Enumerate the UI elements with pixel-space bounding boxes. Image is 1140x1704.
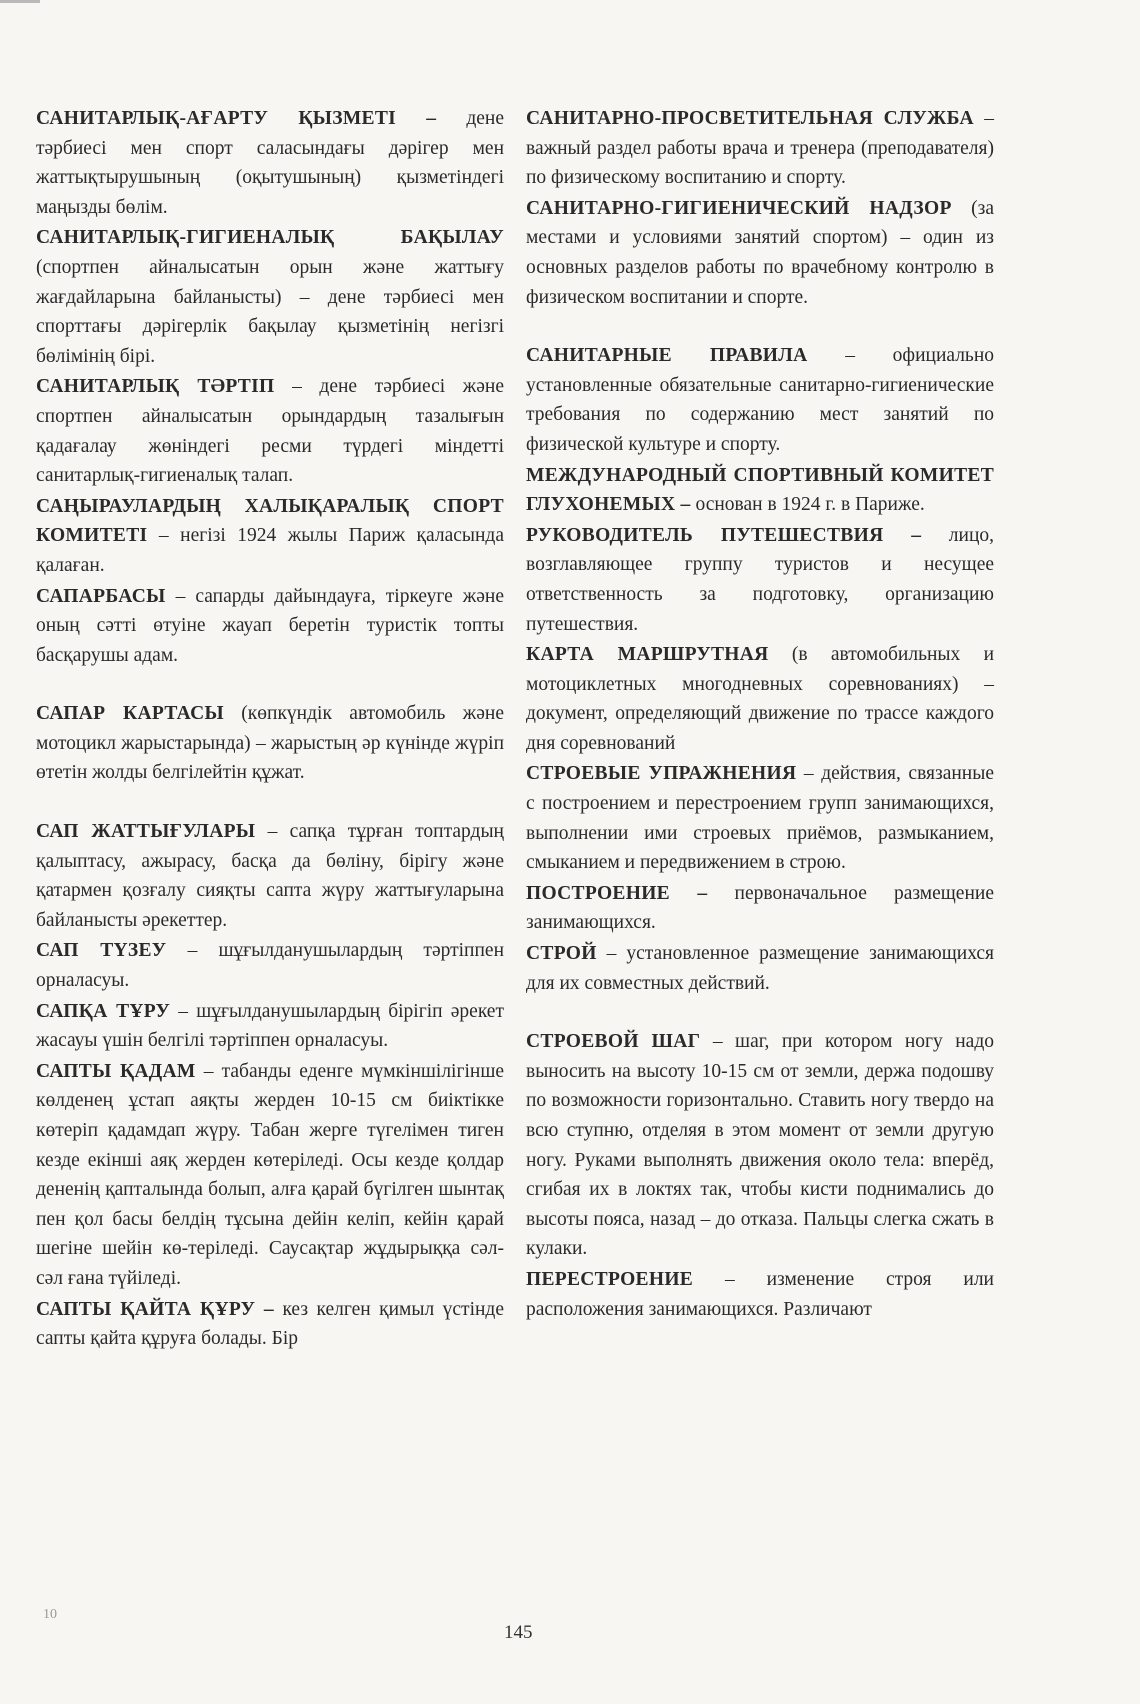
entry-term: САПТЫ ҚАДАМ: [36, 1060, 196, 1082]
entry-term: ПЕРЕСТРОЕНИЕ: [526, 1268, 694, 1290]
right-column: [526, 104, 994, 1324]
glossary-entry: [36, 936, 504, 995]
glossary-entry: [36, 997, 504, 1056]
entry-term: САПАР КАРТАСЫ: [36, 703, 224, 725]
entry-term: САҢЫРАУЛАРДЫҢ ХАЛЫҚАРАЛЫҚ СПОРТ КОМИТЕТІ: [36, 495, 504, 547]
entry-definition: – изменение строя или расположения занимающихся. Различают: [526, 1268, 994, 1320]
entry-definition: – сапарды дайындауға, тіркеуге және оның сәтті өтуіне жауап беретін туристік топты басқарушы адам.: [36, 585, 505, 666]
entry-definition: – шұғылданушылардың тәртіппен орналасуы.: [36, 940, 505, 992]
glossary-entry: [36, 582, 504, 671]
left-column: [36, 104, 504, 1354]
entry-term: САП ТҮЗЕУ: [36, 940, 167, 962]
glossary-entry: [526, 341, 994, 459]
entry-term: САНИТАРЛЫҚ-АҒАРТУ ҚЫЗМЕТІ –: [36, 108, 437, 129]
entry-term: СТРОЙ: [526, 943, 597, 965]
scan-corner-mark: [0, 0, 40, 3]
glossary-entry: [526, 759, 994, 877]
entry-definition: – шұғылданушылардың бірігіп әрекет жасауы үшін белгілі тәртіппен орналасуы.: [36, 1000, 504, 1052]
entry-definition: первоначальное размещение занимающихся.: [526, 882, 994, 934]
glossary-entry: [526, 104, 994, 193]
glossary-entry: [36, 492, 504, 581]
page-number: 145: [504, 1622, 533, 1643]
glossary-entry: [36, 699, 504, 788]
entry-term: САПТЫ ҚАЙТА ҚҰРУ –: [36, 1298, 274, 1320]
entry-definition: (көпкүндік автомобиль және мотоцикл жарыстарында) – жарыстың әр күнінде жүріп өтетін жолды белгілейтін құжат.: [36, 703, 504, 784]
entry-term: САНИТАРНЫЕ ПРАВИЛА: [526, 345, 808, 367]
entry-definition: – сапқа тұрған топтардың қалыптасу, ажырасу, басқа да бөліну, бірігу және қатармен қозғалу сияқты сапта жүру жаттығуларына байланысты әрекеттер.: [36, 821, 504, 931]
glossary-entry: [36, 1057, 504, 1294]
glossary-entry: [526, 879, 994, 938]
entry-term: САПАРБАСЫ: [36, 585, 166, 607]
entry-definition: (за местами и условиями занятий спортом) – один из основных разделов работы по врачебному контролю в физическом воспитании и спорте.: [526, 197, 995, 308]
glossary-entry: [36, 372, 504, 490]
glossary-entry: [526, 1265, 994, 1324]
entry-term: МЕЖДУНАРОДНЫЙ СПОРТИВНЫЙ КОМИТЕТ ГЛУХОНЕМЫХ –: [526, 464, 994, 516]
entry-term: СТРОЕВОЙ ШАГ: [526, 1031, 701, 1053]
entry-definition: – табанды еденге мүмкіншілігінше көлденең ұстап аяқты жерден 10-15 см биіктікке көтеріп қадамдап жүру. Табан жерге түгелімен тиген кезде екінші аяқ жерден көтеріледі. Осы кезде қолдар дененің қапталында болып, алға қарай бүгілген шынтақ пен қол басы белдің тұсына дейін келіп, кейін қарай шегіне шейін кө-теріледі. Саусақтар жұдырыққа сәл-сәл ғана түйіледі.: [36, 1060, 504, 1289]
entry-term: КАРТА МАРШРУТНАЯ: [526, 644, 769, 666]
entry-definition: – негізі 1924 жылы Париж қаласында қалаған.: [36, 525, 505, 576]
glossary-entry: [526, 461, 994, 520]
entry-definition: (спортпен айналысатын орын және жаттығу жағдайларына байланысты) – дене тәрбиесі мен спорттағы дәрігерлік бақылау қызметінің негізгі бөлімінің бірі.: [36, 256, 504, 367]
entry-term: САНИТАРЛЫҚ-ГИГИЕНАЛЫҚ БАҚЫЛАУ: [36, 227, 504, 249]
glossary-entry: [36, 223, 504, 371]
glossary-entry: [36, 1295, 504, 1354]
glossary-entry: [36, 104, 504, 222]
entry-definition: – официально установленные обязательные санитарно-гигиенические требования по содержанию мест занятий по физической культуре и спорту.: [526, 345, 995, 455]
entry-term: ПОСТРОЕНИЕ –: [526, 882, 708, 904]
glossary-entry: [526, 640, 994, 758]
entry-term: САНИТАРНО-ГИГИЕНИЧЕСКИЙ НАДЗОР: [526, 197, 952, 219]
entry-definition: лицо, возглавляющее группу туристов и несущее ответственность за подготовку, организацию путешествия.: [526, 524, 995, 635]
glossary-entry: [526, 194, 994, 312]
glossary-entry: [526, 521, 994, 639]
glossary-entry: [526, 1027, 994, 1264]
entry-definition: – дене тәрбиесі және спортпен айналысатын орындардың тазалығын қадағалау жөніндегі ресми түрдегі міндетті санитарлық-гигиеналық талап.: [36, 376, 504, 487]
entry-definition: – действия, связанные с построением и перестроением групп занимающихся, выполнении ими строевых приёмов, размыканием, смыканием и передвижением в строю.: [526, 763, 994, 874]
entry-term: САНИТАРЛЫҚ ТӘРТІП: [36, 376, 275, 398]
entry-definition: – важный раздел работы врача и тренера (преподавателя) по физическому воспитанию и спорту.: [526, 108, 995, 189]
glossary-entry: [36, 817, 504, 935]
entry-term: СТРОЕВЫЕ УПРАЖНЕНИЯ: [526, 763, 797, 785]
entry-definition: – шаг, при котором ногу надо выносить на высоту 10-15 см от земли, держа подошву по возможности горизонтально. Ставить ногу твердо на всю ступню, отделяя в этом момент от земли другую ногу. Руками выполнять движения около тела: вперёд, сгибая их в локтях так, чтобы кисти поднимались до высоты пояса, назад – до отказа. Пальцы слегка сжать в кулаки.: [526, 1031, 995, 1260]
entry-definition: основан в 1924 г. в Париже.: [695, 494, 925, 516]
glossary-entry: [526, 939, 994, 998]
entry-definition: кез келген қимыл үстінде сапты қайта құруға болады. Бір: [36, 1298, 504, 1350]
entry-term: САПҚА ТҰРУ: [36, 1000, 171, 1022]
entry-term: САП ЖАТТЫҒУЛАРЫ: [36, 821, 256, 843]
entry-definition: дене тәрбиесі мен спорт саласындағы дәрігер мен жаттықтырушының (оқытушының) қызметіндегі маңызды бөлім.: [36, 108, 504, 218]
entry-term: РУКОВОДИТЕЛЬ ПУТЕШЕСТВИЯ –: [526, 524, 922, 546]
entry-definition: – установленное размещение занимающихся для их совместных действий.: [526, 943, 994, 994]
entry-definition: (в автомобильных и мотоциклетных многодневных соревнованиях) – документ, определяющий движение по трассе каждого дня соревнований: [526, 644, 995, 754]
margin-mark: 10: [43, 1607, 57, 1622]
entry-term: САНИТАРНО-ПРОСВЕТИТЕЛЬНАЯ СЛУЖБА: [526, 108, 974, 129]
